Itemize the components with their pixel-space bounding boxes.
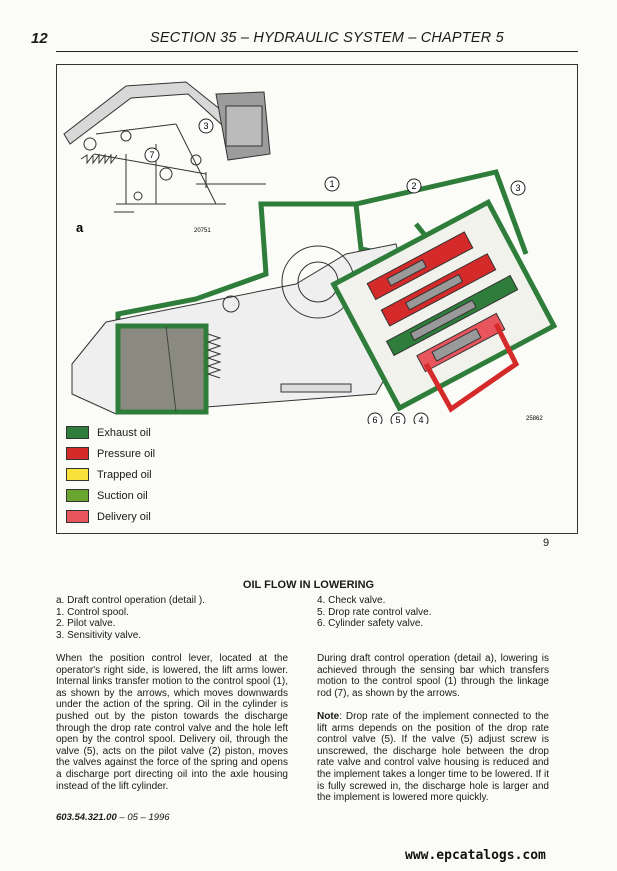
section-title: OIL FLOW IN LOWERING bbox=[242, 579, 375, 591]
detail-letter: a bbox=[76, 220, 84, 235]
legend-label: Trapped oil bbox=[97, 468, 152, 481]
svg-text:3: 3 bbox=[203, 121, 209, 131]
detail-ref-number: 20751 bbox=[194, 228, 211, 234]
legend-swatch-exhaust bbox=[66, 426, 89, 439]
callout-5 bbox=[391, 413, 405, 424]
legend-label: Exhaust oil bbox=[97, 426, 151, 439]
legend-item bbox=[66, 447, 155, 460]
lift-cylinder bbox=[118, 326, 206, 412]
list-item: 2. Pilot valve. bbox=[56, 618, 116, 630]
page-number: 12 bbox=[31, 30, 48, 47]
callout-1 bbox=[325, 177, 339, 191]
legend-label: Delivery oil bbox=[97, 510, 151, 523]
document-code-number: 603.54.321.00 bbox=[56, 812, 117, 823]
svg-text:3: 3 bbox=[515, 183, 521, 193]
paragraph-note bbox=[317, 711, 549, 804]
main-ref-number: 25862 bbox=[526, 416, 543, 422]
callout-7 bbox=[145, 148, 159, 162]
list-item: 6. Cylinder safety valve. bbox=[317, 618, 424, 630]
list-item: 3. Sensitivity valve. bbox=[56, 629, 142, 641]
parts-list-left bbox=[56, 595, 205, 641]
svg-text:4: 4 bbox=[418, 415, 424, 424]
paragraph-draft-control: During draft control operation (detail a), lowering is achieved through the sensing bar which transfers motion to the control spool (1) through the linkage rod (7), as shown by the arrows. bbox=[317, 653, 549, 699]
callout-4 bbox=[414, 413, 428, 424]
list-item: 5. Drop rate control valve. bbox=[317, 606, 432, 618]
note-label: Note bbox=[317, 711, 340, 722]
callout-3-detail bbox=[199, 119, 213, 133]
legend-swatch-suction bbox=[66, 489, 89, 502]
hydraulic-diagram bbox=[56, 64, 578, 424]
callout-6 bbox=[368, 413, 382, 424]
document-code bbox=[56, 812, 170, 823]
svg-text:6: 6 bbox=[372, 415, 378, 424]
watermark: www.epcatalogs.com bbox=[405, 848, 546, 863]
legend-item bbox=[66, 468, 152, 481]
parts-list-right bbox=[317, 595, 432, 630]
legend-swatch-trapped bbox=[66, 468, 89, 481]
callout-2 bbox=[407, 179, 421, 193]
list-item: a. Draft control operation (detail ). bbox=[56, 595, 205, 606]
list-item: 4. Check valve. bbox=[317, 595, 386, 606]
svg-text:5: 5 bbox=[395, 415, 401, 424]
legend-label: Pressure oil bbox=[97, 447, 156, 460]
document-date: – 05 – 1996 bbox=[116, 812, 170, 823]
page-header-title: SECTION 35 – HYDRAULIC SYSTEM – CHAPTER 5 bbox=[150, 30, 504, 46]
legend-item bbox=[66, 510, 151, 523]
note-text: : Drop rate of the implement connected to the lift arms depends on the position of the drop rate control valve (5). If the valve (5) adjust screw is unscrewed, the discharge hole between the drop rate valve and control valve housing is reduced and the implement takes a longer time to be lowered. If it is fully screwed in, the discharge hole is larger and the implement is lowered more quickly. bbox=[317, 711, 549, 804]
figure-number: 9 bbox=[543, 537, 550, 549]
svg-text:7: 7 bbox=[149, 150, 155, 160]
svg-text:1: 1 bbox=[329, 179, 335, 189]
svg-text:2: 2 bbox=[411, 181, 417, 191]
legend-swatch-pressure bbox=[66, 447, 89, 460]
legend-swatch-delivery bbox=[66, 510, 89, 523]
paragraph-position-control: When the position control lever, located at the operator's right side, is lowered, the lift arms lower. Internal links transfer motion to the control spool (1), as shown by the arrows, which moves downwards under the action of the spring. Oil in the cylinder is pushed out by the piston towards the discharge through the drop rate control valve and the hole left open by the control spool. Delivery oil, through the valve (5), acts on the pilot valve (2) piston, moves the valves against the force of the spring and opens a discharge port directing oil into the axle housing instead of the lift cylinder. bbox=[56, 653, 288, 792]
header-rule bbox=[56, 51, 578, 52]
legend-label: Suction oil bbox=[97, 489, 148, 502]
detail-a-linkage bbox=[64, 82, 270, 212]
legend-item bbox=[66, 489, 148, 502]
callout-3 bbox=[511, 181, 525, 195]
list-item: 1. Control spool. bbox=[56, 606, 129, 618]
legend-item bbox=[66, 426, 151, 439]
